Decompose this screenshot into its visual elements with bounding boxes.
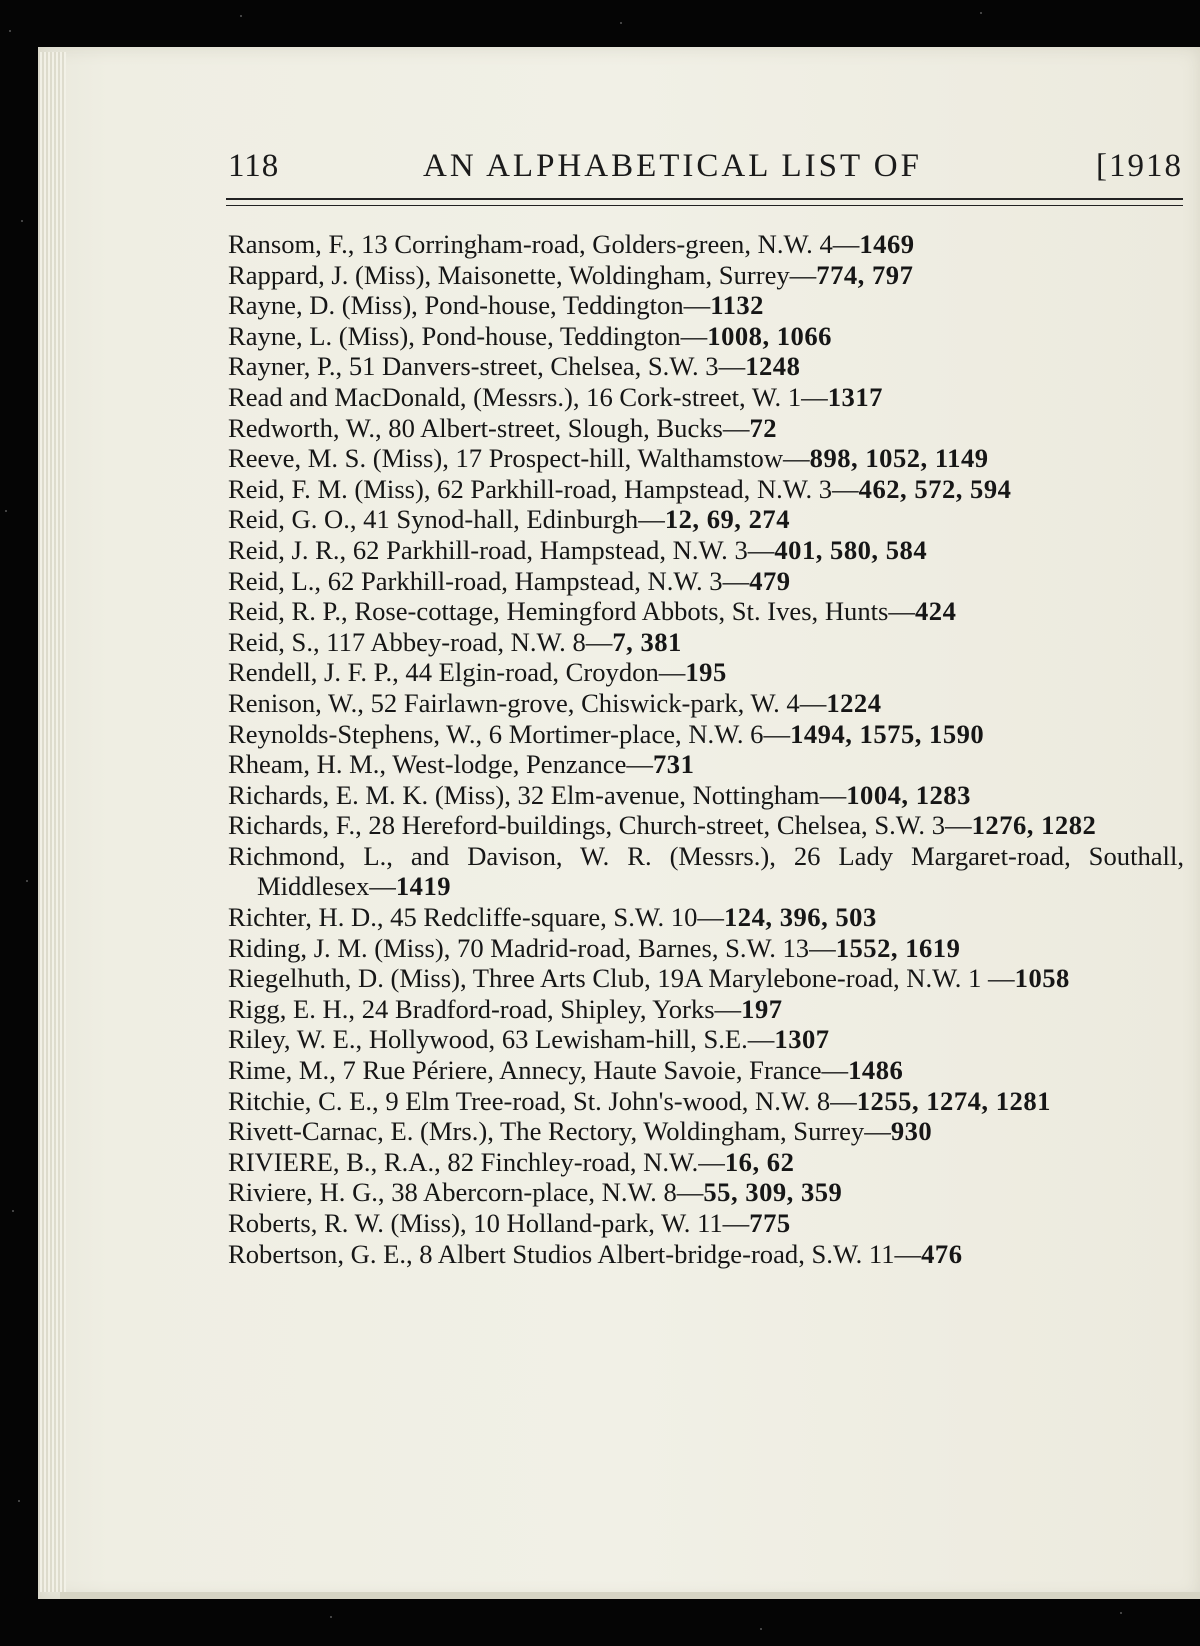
entry-catalogue-numbers: 7, 381: [612, 626, 682, 657]
entry-text: Riegelhuth, D. (Miss), Three Arts Club, 19A Marylebone-road, N.W. 1 —: [228, 963, 1015, 994]
directory-entry: [228, 351, 1184, 382]
entry-catalogue-numbers: 1132: [710, 290, 764, 321]
entry-text: Rheam, H. M., West-lodge, Penzance—: [228, 749, 653, 780]
entry-text: Rigg, E. H., 24 Bradford-road, Shipley, Yorks—: [228, 993, 742, 1024]
entry-text: Reid, L., 62 Parkhill-road, Hampstead, N.W. 3—: [228, 565, 750, 596]
entry-catalogue-numbers: 1317: [827, 381, 883, 412]
directory-entry: [228, 504, 1184, 535]
entry-text: Reeve, M. S. (Miss), 17 Prospect-hill, Walthamstow—: [228, 443, 810, 474]
entry-catalogue-numbers: 930: [890, 1116, 933, 1147]
entry-text: Riding, J. M. (Miss), 70 Madrid-road, Barnes, S.W. 13—: [228, 932, 836, 963]
entry-text: Reynolds-Stephens, W., 6 Mortimer-place, N.W. 6—: [228, 718, 791, 749]
entry-text: Rendell, J. F. P., 44 Elgin-road, Croydon—: [228, 657, 686, 688]
entry-catalogue-numbers: 462, 572, 594: [858, 473, 1012, 504]
entry-catalogue-numbers: 1552, 1619: [835, 932, 961, 963]
entry-catalogue-numbers: 124, 396, 503: [724, 902, 877, 933]
entry-catalogue-numbers: 1276, 1282: [971, 810, 1097, 841]
entry-text: Rappard, J. (Miss), Maisonette, Woldingham, Surrey—: [228, 259, 817, 290]
header-rule: [226, 198, 1183, 200]
directory-entry: [228, 963, 1184, 994]
directory-entry: [228, 749, 1184, 780]
entry-catalogue-numbers: 1255, 1274, 1281: [856, 1085, 1051, 1116]
entry-catalogue-numbers: 731: [652, 749, 695, 780]
directory-entry: [228, 260, 1184, 291]
directory-entry: [228, 1208, 1184, 1239]
directory-entry: [228, 933, 1184, 964]
entry-catalogue-numbers: 898, 1052, 1149: [809, 443, 989, 474]
entry-text: Richmond, L., and Davison, W. R. (Messrs.), 26 Lady Margaret-road, Southall, Middlesex—: [228, 840, 1184, 902]
entry-text: Richards, E. M. K. (Miss), 32 Elm-avenue, Nottingham—: [228, 779, 847, 810]
entry-catalogue-numbers: 774, 797: [816, 259, 914, 290]
directory-entry: [228, 902, 1184, 933]
entry-text: Renison, W., 52 Fairlawn-grove, Chiswick-park, W. 4—: [228, 687, 827, 718]
entry-catalogue-numbers: 476: [921, 1238, 963, 1269]
entry-catalogue-numbers: 1004, 1283: [846, 779, 971, 810]
directory-entry: [228, 657, 1184, 688]
entry-catalogue-numbers: 479: [749, 565, 791, 596]
entry-catalogue-numbers: 1307: [774, 1024, 830, 1055]
entry-text: Roberts, R. W. (Miss), 10 Holland-park, W. 11—: [228, 1208, 750, 1238]
entry-text: Riley, W. E., Hollywood, 63 Lewisham-hill, S.E.—: [228, 1024, 775, 1055]
entry-catalogue-numbers: 55, 309, 359: [703, 1177, 843, 1208]
entry-text: Reid, R. P., Rose-cottage, Hemingford Abbots, St. Ives, Hunts—: [228, 596, 915, 627]
entry-text: Rayner, P., 51 Danvers-street, Chelsea, S.W. 3—: [228, 351, 746, 382]
directory-entry: [228, 1086, 1184, 1117]
directory-entry: [228, 688, 1184, 719]
page-number: 118: [228, 148, 280, 184]
page-title: AN ALPHABETICAL LIST OF: [423, 148, 922, 184]
entry-text: Rayne, D. (Miss), Pond-house, Teddington—: [228, 290, 711, 321]
directory-entry: [228, 1024, 1184, 1055]
entry-text: Richter, H. D., 45 Redcliffe-square, S.W. 10—: [228, 902, 724, 933]
header-rule-thin: [226, 205, 1183, 206]
entry-catalogue-numbers: 1058: [1014, 963, 1070, 994]
year-mark: [1918: [1096, 148, 1183, 184]
entry-catalogue-numbers: 16, 62: [724, 1146, 795, 1177]
entry-text: Reid, G. O., 41 Synod-hall, Edinburgh—: [228, 504, 665, 535]
entry-catalogue-numbers: 1494, 1575, 1590: [790, 718, 985, 749]
page-bottom-edge: [60, 1592, 1200, 1599]
entry-catalogue-numbers: 72: [749, 412, 778, 443]
directory-entry: [228, 535, 1184, 566]
entry-text: RIVIERE, B., R.A., 82 Finchley-road, N.W.—: [228, 1146, 725, 1177]
entry-catalogue-numbers: 401, 580, 584: [774, 534, 928, 565]
entry-text: Reid, J. R., 62 Parkhill-road, Hampstead, N.W. 3—: [228, 534, 775, 565]
directory-entry: [228, 1239, 1184, 1270]
entry-catalogue-numbers: 1486: [848, 1055, 904, 1086]
entry-text: Richards, F., 28 Hereford-buildings, Church-street, Chelsea, S.W. 3—: [228, 810, 972, 841]
entry-text: Reid, F. M. (Miss), 62 Parkhill-road, Hampstead, N.W. 3—: [228, 473, 859, 504]
directory-entry: [228, 382, 1184, 413]
entry-text: Ritchie, C. E., 9 Elm Tree-road, St. John's-wood, N.W. 8—: [228, 1085, 857, 1116]
directory-entry: [228, 627, 1184, 658]
directory-entries: [228, 229, 1184, 1269]
entry-catalogue-numbers: 195: [685, 657, 727, 688]
directory-entry: [228, 321, 1184, 352]
directory-entry: [228, 994, 1184, 1025]
entry-text: Reid, S., 117 Abbey-road, N.W. 8—: [228, 626, 613, 657]
directory-entry: [228, 290, 1184, 321]
entry-catalogue-numbers: 1248: [745, 351, 801, 382]
running-header: [228, 148, 1183, 196]
entry-catalogue-numbers: 1469: [859, 229, 915, 259]
entry-text: Robertson, G. E., 8 Albert Studios Albert-bridge-road, S.W. 11—: [228, 1238, 922, 1269]
directory-entry: [228, 1147, 1184, 1178]
entry-text: Read and MacDonald, (Messrs.), 16 Cork-street, W. 1—: [228, 381, 828, 412]
directory-entry: [228, 780, 1184, 811]
entry-text: Ransom, F., 13 Corringham-road, Golders-green, N.W. 4—: [228, 229, 860, 259]
entry-text: Rime, M., 7 Rue Périere, Annecy, Haute Savoie, France—: [228, 1055, 849, 1086]
entry-text: Rayne, L. (Miss), Pond-house, Teddington—: [228, 320, 708, 351]
entry-text: Redworth, W., 80 Albert-street, Slough, Bucks—: [228, 412, 750, 443]
entry-catalogue-numbers: 1419: [395, 871, 452, 902]
directory-entry: [228, 596, 1184, 627]
directory-entry: [228, 841, 1184, 902]
directory-entry: [228, 1055, 1184, 1086]
directory-entry: [228, 566, 1184, 597]
directory-entry: [228, 229, 1184, 260]
entry-catalogue-numbers: 197: [741, 993, 783, 1024]
directory-entry: [228, 1177, 1184, 1208]
entry-catalogue-numbers: 1008, 1066: [707, 320, 832, 351]
entry-catalogue-numbers: 1224: [826, 687, 882, 718]
directory-entry: [228, 719, 1184, 750]
entry-catalogue-numbers: 424: [914, 596, 957, 627]
directory-entry: [228, 474, 1184, 505]
entry-catalogue-numbers: 775: [749, 1208, 791, 1238]
page-stack-edge: [38, 52, 66, 1592]
directory-entry: [228, 443, 1184, 474]
directory-entry: [228, 413, 1184, 444]
entry-text: Riviere, H. G., 38 Abercorn-place, N.W. 8—: [228, 1177, 704, 1208]
directory-entry: [228, 1116, 1184, 1147]
entry-catalogue-numbers: 12, 69, 274: [664, 504, 790, 535]
entry-text: Rivett-Carnac, E. (Mrs.), The Rectory, Woldingham, Surrey—: [228, 1116, 891, 1147]
directory-entry: [228, 810, 1184, 841]
